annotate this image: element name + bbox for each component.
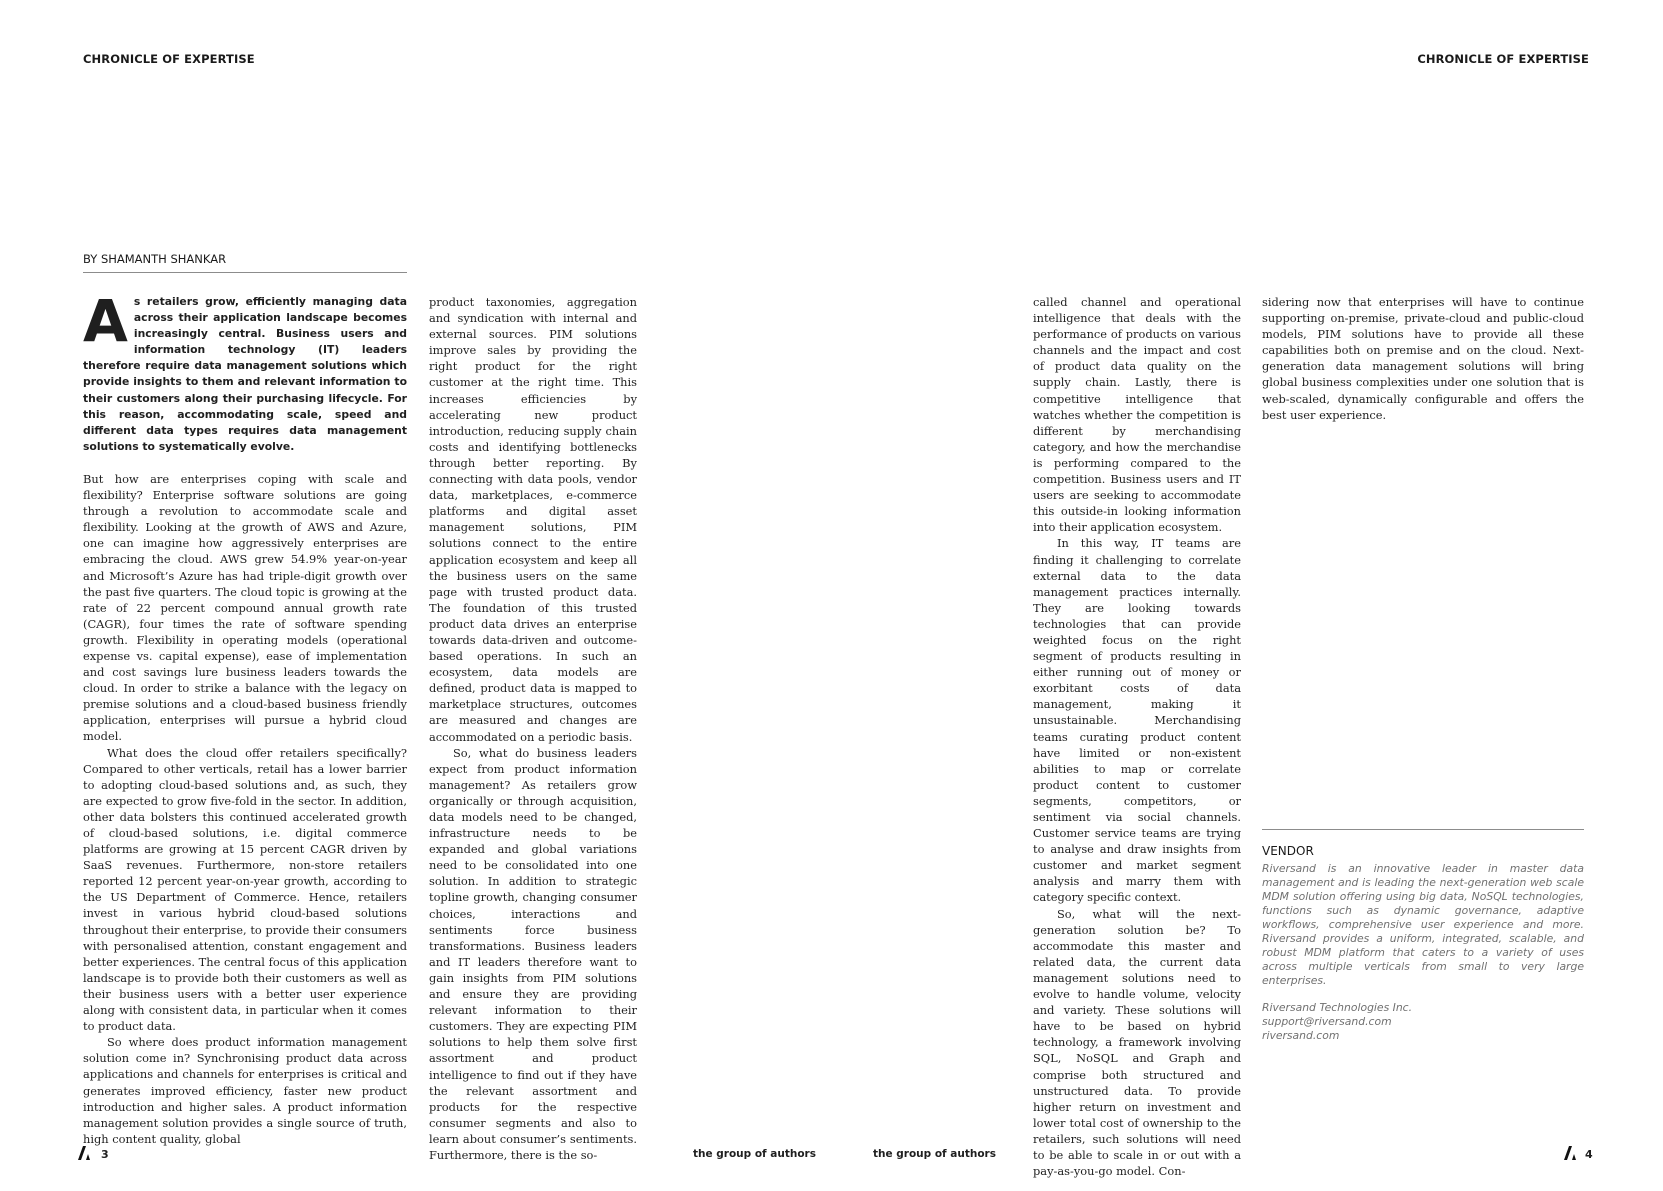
article-lead bbox=[83, 287, 407, 455]
lead-text: s retailers grow, efficiently managing data across their application landscape becomes increasingly central. Business users and information technology (IT) leaders therefore require data management solutions which provide insights to them and relevant information to their customers along their purchasing lifecycle. For this reason, accommodating scale, speed and different data types requires data management solutions to systematically evolve. bbox=[83, 295, 407, 453]
article-column-1 bbox=[83, 287, 407, 1147]
paragraph: In this way, IT teams are finding it challenging to correlate external data to the data management practices internally. They are looking towards technologies that can provide weighted focus on the right segment of products resulting in either running out of money or exorbitant costs of data management, making it unsustainable. Merchandising teams curating product content have limited or non-existent abilities to map or correlate product content to customer segments, competitors, or sentiment via social channels. Customer service teams are trying to analyse and draw insights from customer and market segment analysis and marry them with category specific context. bbox=[1033, 536, 1241, 905]
paragraph: So where does product information management solution come in? Synchronising product data across applications and channels for enterprises is critical and generates improved efficiency, faster new product introduction and higher sales. A product information management solution provides a single source of truth, high content quality, global bbox=[83, 1035, 407, 1146]
drop-cap: A bbox=[83, 287, 128, 355]
paragraph: So, what will the next-generation solution be? To accommodate this master and related data, the current data management solutions need to evolve to handle volume, velocity and variety. These solutions will have to be based on hybrid technology, a framework involving SQL, NoSQL and Graph and comprise both structured and unstructured data. To provide higher return on investment and lower total cost of ownership to the retailers, such solutions will need to be able to scale in or out with a pay-as-you-go model. Con- bbox=[1033, 906, 1241, 1179]
page-number-left: 3 bbox=[101, 1148, 109, 1161]
vendor-website[interactable]: riversand.com bbox=[1262, 1029, 1340, 1042]
vendor-description: Riversand is an innovative leader in master data management and is leading the next-generation web scale MDM solution offering using big data, NoSQL technologies, functions such as dynamic governance, adaptive workflows, comprehensive user experience and more. Riversand provides a uniform, integrated, scalable, and robust MDM platform that caters to a variety of uses across multiple verticals from small to very large enterprises. bbox=[1262, 862, 1584, 987]
paragraph: But how are enterprises coping with scale and flexibility? Enterprise software solutions are going through a revolution to accommodate scale and flexibility. Looking at the growth of AWS and Azure, one can imagine how aggressively enterprises are embracing the cloud. AWS grew 54.9% year-on-year and Microsoft’s Azure has had triple-digit growth over the past five quarters. The cloud topic is growing at the rate of 22 percent compound annual growth rate (CAGR), four times the rate of software spending growth. Flexibility in operating models (operational expense vs. capital expense), ease of implementation and cost savings lure business leaders towards the cloud. In order to strike a balance with the legacy on premise solutions and a cloud-based business friendly application, enterprises will pursue a hybrid cloud model. bbox=[83, 471, 407, 744]
vendor-contact bbox=[1262, 1001, 1584, 1043]
footer-author-right: the group of authors bbox=[873, 1148, 996, 1160]
footer-author-left: the group of authors bbox=[693, 1148, 816, 1160]
paragraph: called channel and operational intelligence that deals with the performance of products on various channels and the impact and cost of product data quality on the supply chain. Lastly, there is competitive intelligence that watches whether the competition is different by merchandising category, and how the merchandise is performing compared to the competition. Business users and IT users are seeking to accommodate this outside-in looking information into their application ecosystem. bbox=[1033, 295, 1241, 535]
article-column-4 bbox=[1262, 294, 1584, 423]
page-number-right: 4 bbox=[1585, 1148, 1593, 1161]
article-column-2 bbox=[429, 294, 637, 1163]
paragraph: So, what do business leaders expect from product information management? As retailers grow organically or through acquisition, data models need to be changed, infrastructure needs to be expanded and global variations need to be consolidated into one solution. In addition to strategic topline growth, changing consumer choices, interactions and sentiments force business transformations. Business leaders and IT leaders therefore want to gain insights from PIM solutions and ensure they are providing relevant information to their customers. They are expecting PIM solutions to help them solve first assortment and product intelligence to find out if they have the relevant assortment and products for the respective consumer segments and also to learn about consumer’s sentiments. Furthermore, there is the so- bbox=[429, 745, 637, 1162]
byline: BY SHAMANTH SHANKAR bbox=[83, 252, 407, 273]
paragraph: product taxonomies, aggregation and syndication with internal and external sources. PIM solutions improve sales by providing the right product for the right customer at the right time. This increases efficiencies by accelerating new product introduction, reducing supply chain costs and identifying bottlenecks through better reporting. By connecting with data pools, vendor data, marketplaces, e-commerce platforms and digital asset management solutions, PIM solutions connect to the entire application ecosystem and keep all the business users on the same page with trusted product data. The foundation of this trusted product data drives an enterprise towards data-driven and outcome-based operations. In such an ecosystem, data models are defined, product data is mapped to marketplace structures, outcomes are measured and changes are accommodated on a periodic basis. bbox=[429, 295, 637, 744]
paragraph: sidering now that enterprises will have to continue supporting on-premise, private-cloud and public-cloud models, PIM solutions have to provide all these capabilities both on premise and on the cloud. Next-generation data management solutions will bring global business complexities under one solution that is web-scaled, dynamically configurable and offers the best user experience. bbox=[1262, 295, 1584, 422]
vendor-company: Riversand Technologies Inc. bbox=[1262, 1001, 1413, 1014]
publication-logo-icon bbox=[1562, 1145, 1578, 1161]
vendor-email[interactable]: support@riversand.com bbox=[1262, 1015, 1392, 1028]
running-head-left: CHRONICLE OF EXPERTISE bbox=[83, 52, 255, 66]
publication-logo-icon bbox=[76, 1145, 92, 1161]
article-column-3 bbox=[1033, 294, 1241, 1179]
running-head-right: CHRONICLE OF EXPERTISE bbox=[1417, 52, 1589, 66]
vendor-box bbox=[1262, 829, 1584, 1043]
vendor-heading: VENDOR bbox=[1262, 844, 1314, 858]
paragraph: What does the cloud offer retailers specifically? Compared to other verticals, retail has a lower barrier to adopting cloud-based solutions and, as such, they are expected to grow five-fold in the sector. In addition, other data bolsters this continued accelerated growth of cloud-based solutions, i.e. digital commerce platforms are growing at 15 percent CAGR driven by SaaS revenues. Furthermore, non-store retailers reported 12 percent year-on-year growth, according to the US Department of Commerce. Hence, retailers invest in various hybrid cloud-based solutions throughout their enterprise, to provide their consumers with personalised attention, constant engagement and better experiences. The central focus of this application landscape is to provide both their customers as well as their business users with a better user experience along with consistent data, in particular when it comes to product data. bbox=[83, 745, 407, 1034]
